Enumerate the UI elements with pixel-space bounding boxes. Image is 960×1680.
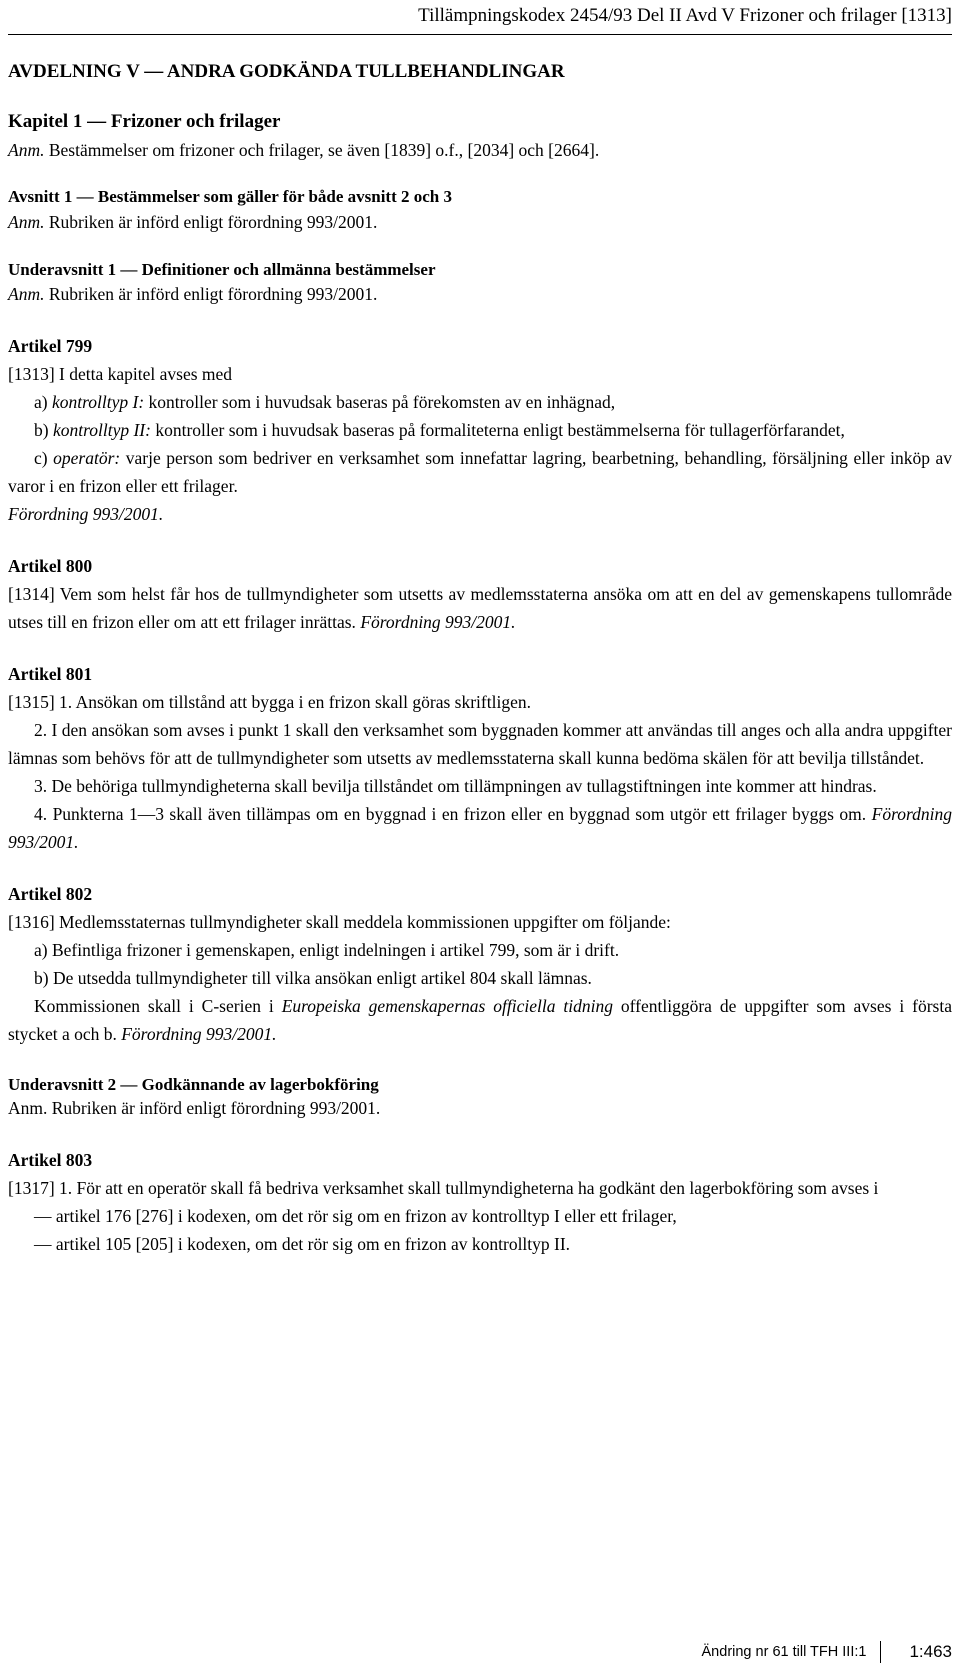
definition-text: varje person som bedriver en verksamhet som innefattar lagring, bearbetning, behandling, försäljning eller inköp av varor i en frizon eller ett frilager. [8,447,952,496]
article-intro: [1317] 1. För att en operatör skall få bedriva verksamhet skall tullmyndigheterna ha godkänt den lagerbokföring som avses i [8,1177,879,1198]
article-802 [8,880,952,1048]
article-title: Artikel 801 [8,663,93,684]
article-799 [8,332,952,528]
article-text [8,580,952,636]
chapter-title: Kapitel 1 — Frizoner och frilager [8,110,281,132]
journal-name: Europeiska gemenskapernas officiella tidning [281,995,613,1016]
subsection-1-title: Underavsnitt 1 — Definitioner och allmänna bestämmelser [8,259,436,279]
definition-c [8,444,952,500]
dash-item-2: — artikel 105 [205] i kodexen, om det rör sig om en frizon av kontrolltyp II. [34,1233,571,1254]
paragraph-text: [1314] Vem som helst får hos de tullmyndigheter som utsetts av medlemsstaterna ansöka om att en del av gemenskapens tullområde utses till en frizon eller om att ett frilager inrättas. [8,583,952,632]
footer-divider [880,1641,881,1663]
note-text: Rubriken är införd enligt förordning 993/2001. [44,211,378,232]
definition-b [8,416,952,444]
publication-paragraph [8,992,952,1048]
item-b: b) De utsedda tullmyndigheter till vilka ansökan enligt artikel 804 skall lämnas. [34,967,592,988]
section-1-note [8,212,952,234]
paragraph-text: 4. Punkterna 1—3 skall även tillämpas om en byggnad i en frizon eller en byggnad som utgör ett frilager byggs om. [34,803,872,824]
paragraph-4 [8,800,952,856]
defined-term: kontrolltyp II: [52,419,151,440]
note-prefix: Anm. [8,139,45,160]
paragraph-1: [1315] 1. Ansökan om tillstånd att bygga i en frizon skall göras skriftligen. [8,691,531,712]
paragraph-2: 2. I den ansökan som avses i punkt 1 skall den verksamhet som byggnaden kommer att användas till anges och alla andra uppgifter lämnas som behövs för att de tullmyndigheter som utsetts av medlemsstaterna skall kunna bedöma skälen för att bevilja tillståndet. [8,719,952,768]
note-text: Bestämmelser om frizoner och frilager, se även [1839] o.f., [2034] och [2664]. [44,139,600,160]
item-letter: c) [34,447,54,468]
source-reference: Förordning 993/2001. [121,1023,277,1044]
item-letter: a) [34,391,52,412]
definition-text: kontroller som i huvudsak baseras på formaliteterna enligt bestämmelserna för tullagerförfarandet, [150,419,845,440]
section-1-title: Avsnitt 1 — Bestämmelser som gäller för både avsnitt 2 och 3 [8,187,453,207]
paragraph-text: offentliggöra de uppgifter som avses i första stycket a och b. [8,995,952,1044]
page-number: 1:463 [909,1642,952,1662]
subsection-2-title: Underavsnitt 2 — Godkännande av lagerbokföring [8,1074,379,1094]
source-reference: Förordning 993/2001. [360,611,516,632]
document-body [8,60,952,1258]
article-800 [8,552,952,636]
defined-term: kontrolltyp I: [51,391,145,412]
subsection-2-note: Anm. Rubriken är införd enligt förordning 993/2001. [8,1097,381,1118]
running-header: Tillämpningskodex 2454/93 Del II Avd V Frizoner och frilager [1313] [418,5,952,26]
definition-a [8,388,952,416]
header-rule [8,34,952,35]
dash-item-1: — artikel 176 [276] i kodexen, om det rör sig om en frizon av kontrolltyp I eller ett frilager, [34,1205,677,1226]
article-intro: [1313] I detta kapitel avses med [8,363,233,384]
page-footer [702,1641,952,1663]
article-803 [8,1146,952,1258]
note-text: Rubriken är införd enligt förordning 993/2001. [44,283,378,304]
amendment-label: Ändring nr 61 till TFH III:1 [701,1643,867,1660]
paragraph-text: Kommissionen skall i C-serien i [34,995,282,1016]
paragraph-3: 3. De behöriga tullmyndigheterna skall bevilja tillståndet om tillämpningen av tullagstiftningen inte kommer att hindras. [34,775,877,796]
article-title: Artikel 800 [8,555,93,576]
article-title: Artikel 802 [8,883,93,904]
item-a: a) Befintliga frizoner i gemenskapen, enligt indelningen i artikel 799, som är i drift. [34,939,620,960]
article-title: Artikel 803 [8,1149,93,1170]
article-intro: [1316] Medlemsstaternas tullmyndigheter skall meddela kommissionen uppgifter om följande: [8,911,671,932]
item-letter: b) [34,419,53,440]
subsection-1-note [8,284,952,306]
definition-text: kontroller som i huvudsak baseras på förekomsten av en inhägnad, [144,391,616,412]
note-prefix: Anm. [8,211,45,232]
source-reference: Förordning 993/2001. [8,803,952,852]
division-title: AVDELNING V — ANDRA GODKÄNDA TULLBEHANDLINGAR [8,61,565,82]
defined-term: operatör: [53,447,121,468]
note-prefix: Anm. [8,283,45,304]
article-title: Artikel 799 [8,335,93,356]
chapter-note [8,140,952,162]
article-801 [8,660,952,856]
source-reference: Förordning 993/2001. [8,503,164,524]
